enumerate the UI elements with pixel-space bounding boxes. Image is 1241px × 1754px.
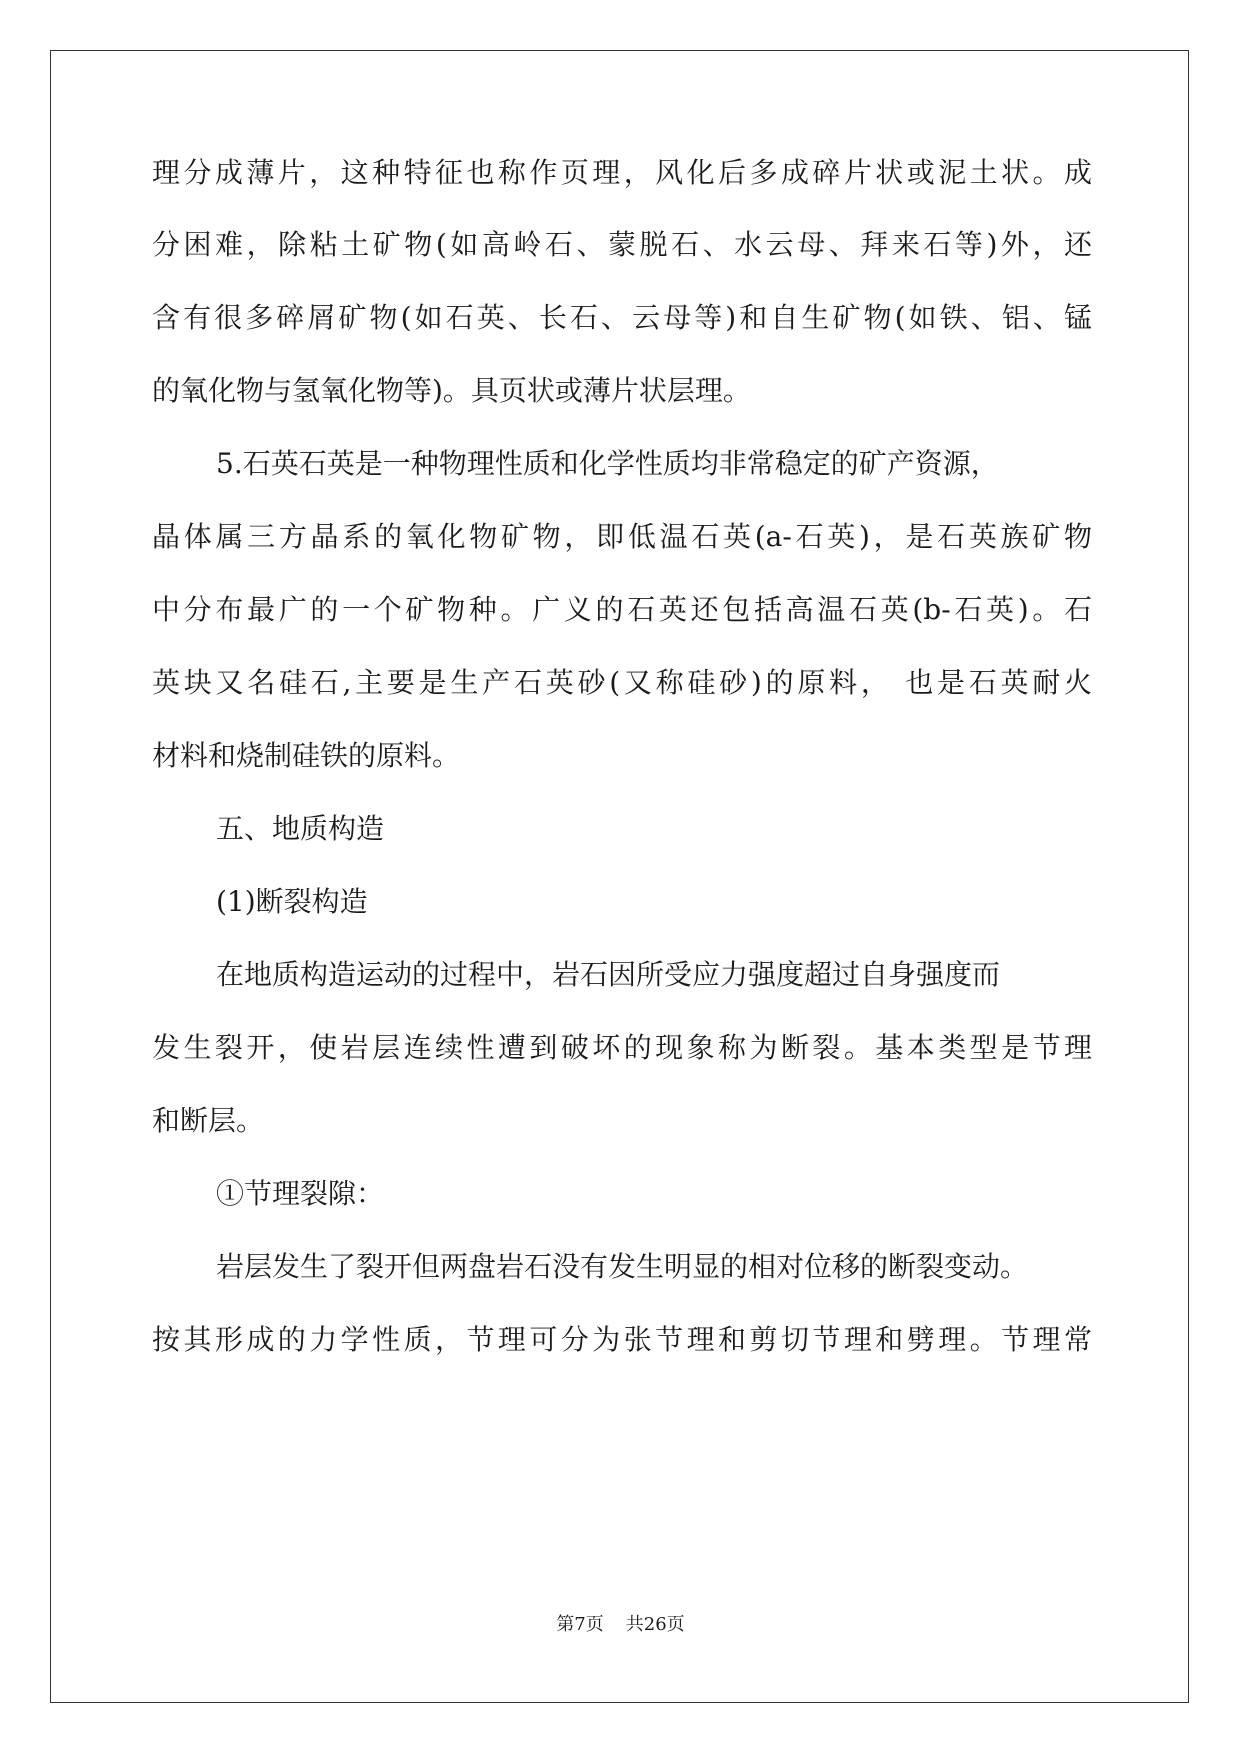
body-line: 分困难，除粘土矿物(如高岭石、蒙脱石、水云母、拜来石等)外，还 <box>152 228 1092 261</box>
body-line: 的氧化物与氢氧化物等)。具页状或薄片状层理。 <box>152 374 751 407</box>
subsection-heading: (1)断裂构造 <box>216 885 368 918</box>
body-line: 按其形成的力学性质，节理可分为张节理和剪切节理和劈理。节理常 <box>152 1323 1092 1356</box>
item-heading: ①节理裂隙： <box>216 1177 385 1210</box>
page-footer <box>0 1610 1241 1636</box>
paragraph-line: 岩层发生了裂开但两盘岩石没有发生明显的相对位移的断裂变动。 <box>216 1250 1029 1283</box>
body-line: 英块又名硅石,主要是生产石英砂(又称硅砂)的原料， 也是石英耐火 <box>152 666 1092 699</box>
body-line: 含有很多碎屑矿物(如石英、长石、云母等)和自生矿物(如铁、铝、锰 <box>152 301 1092 334</box>
page-total: 共26页 <box>625 1614 685 1635</box>
body-line: 和断层。 <box>152 1104 265 1137</box>
paragraph-line: 在地质构造运动的过程中，岩石因所受应力强度超过自身强度而 <box>216 958 1001 991</box>
page-number: 第7页 <box>556 1614 604 1635</box>
paragraph-line: 5.石英石英是一种物理性质和化学性质均非常稳定的矿产资源， <box>216 447 999 480</box>
body-line: 晶体属三方晶系的氧化物矿物，即低温石英(a-石英)，是石英族矿物 <box>152 520 1092 553</box>
body-line: 中分布最广的一个矿物种。广义的石英还包括高温石英(b-石英)。石 <box>152 593 1092 626</box>
body-line: 材料和烧制硅铁的原料。 <box>152 739 461 772</box>
body-line: 理分成薄片，这种特征也称作页理，风化后多成碎片状或泥土状。成 <box>152 156 1092 189</box>
body-line: 发生裂开，使岩层连续性遭到破坏的现象称为断裂。基本类型是节理 <box>152 1031 1092 1064</box>
section-heading: 五、地质构造 <box>216 812 385 845</box>
